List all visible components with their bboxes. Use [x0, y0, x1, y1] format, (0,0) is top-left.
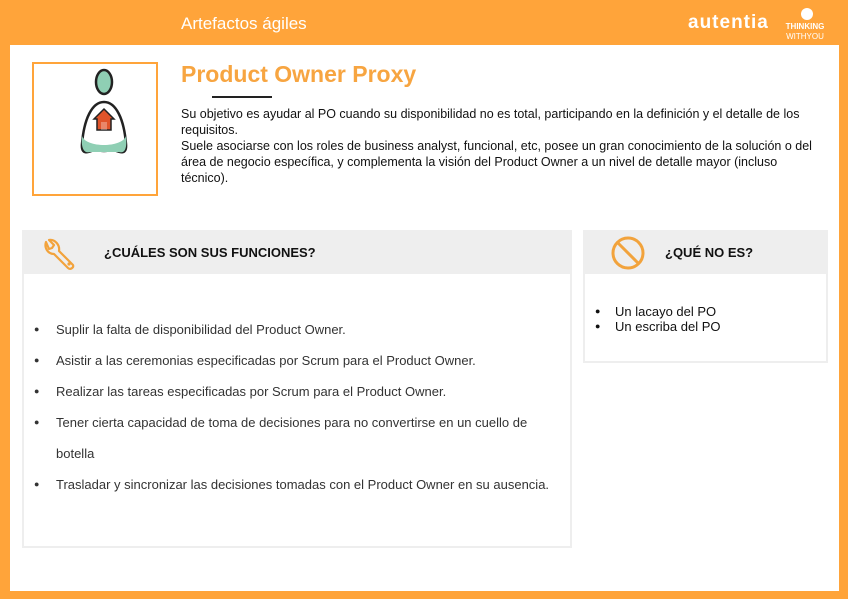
description-paragraph: Su objetivo es ayudar al PO cuando su disponibilidad no es total, participando en la definición y el detalle de los requisitos. [181, 107, 800, 137]
list-item: ● Suplir la falta de disponibilidad del Product Owner. [34, 314, 564, 345]
wrench-icon [40, 234, 80, 272]
not-is-heading: ¿QUÉ NO ES? [665, 245, 754, 260]
functions-header [24, 232, 570, 274]
list-item: ● Un lacayo del PO [595, 304, 721, 319]
page-body [10, 45, 839, 591]
tagline-logo [783, 8, 827, 42]
avatar-box [32, 62, 158, 196]
header-title: Artefactos ágiles [181, 14, 307, 33]
description-paragraph: Suele asociarse con los roles de business analyst, funcional, etc, posee un gran conocimiento de la solución o del área de negocio específica, y complementa la visión del Product Owner a un nivel de detalle mayor (incluso técnico). [181, 139, 812, 185]
list-item: ● Realizar las tareas especificadas por Scrum para el Product Owner. [34, 376, 564, 407]
prohibited-icon [609, 234, 647, 272]
list-item: ● Tener cierta capacidad de toma de decisiones para no convertirse en un cuello de botella [34, 407, 564, 469]
list-item: ● Trasladar y sincronizar las decisiones tomadas con el Product Owner en su ausencia. [34, 469, 564, 500]
list-item: ● Un escriba del PO [595, 319, 721, 334]
speech-bubble-icon [801, 8, 813, 20]
not-is-header [585, 232, 826, 274]
functions-list [34, 314, 564, 500]
brand-logo: autentia [688, 12, 769, 33]
not-is-panel [583, 230, 828, 363]
not-is-list [595, 304, 721, 334]
description [181, 106, 821, 186]
product-owner-figure-icon [34, 64, 156, 194]
functions-panel [22, 230, 572, 548]
page-title: Product Owner Proxy [181, 61, 417, 87]
title-underline [212, 96, 272, 98]
tagline-line1: THINKING [785, 22, 825, 31]
list-item: ● Asistir a las ceremonias especificadas por Scrum para el Product Owner. [34, 345, 564, 376]
functions-heading: ¿CUÁLES SON SUS FUNCIONES? [104, 245, 316, 260]
tagline-line2: WITHYOU [786, 32, 824, 41]
